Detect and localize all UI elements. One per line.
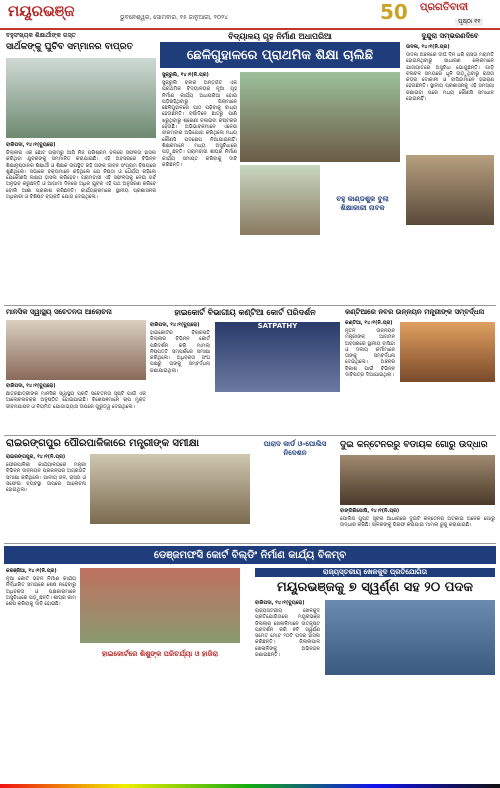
rairangpur-body: ପୌରପାଳିକା କାର୍ଯ୍ୟାଳୟରେ ମନ୍ତ୍ରୀ ବିଭିନ୍ନ ଉନ୍ନୟନ ପ୍ରକଳ୍ପର ଅଗ୍ରଗତି ସମୀକ୍ଷା କରିଥିଲେ। ପାନୀୟ ଜଳ, ରାସ୍ତା ଓ ସଫେଇ ବ୍ୟବସ୍ଥା ଉପରେ ଆଲୋଚନା ହୋଇଥିଲା। <box>6 462 86 494</box>
cattle-body: ପୋଲିସ ଗୁପ୍ତ ସୂଚନା ଆଧାରରେ ଦୁଇଟି କନ୍ଟେନର ଅଟକାଇ ଅନେକ ଗୋରୁ ଉଦ୍ଧାର କରିଛି। ଚାଳକଙ୍କୁ ଗିରଫ କରାଯାଇ ମାମଲା ରୁଜୁ କରାଯାଇଛି। <box>340 516 495 529</box>
court-dateline: ବାରିପଦା, ୧୪।୧(ବ୍ୟୁରୋ) <box>150 322 200 328</box>
court-building-subheadline: ହାଇକୋର୍ଟରେ ଶିଶୁଙ୍କ ପରିଚର୍ଯ୍ୟା ଓ ହାଜିରା <box>101 650 219 658</box>
main-headline: ଛେଳିଗୁହାଳରେ ପ୍ରାଥମିକ ଶିକ୍ଷା ଚାଲିଛି <box>186 47 374 63</box>
cattle-headline: ଦୁଇ କନ୍ଟେନରରୁ ବଡାୟକ ଗୋରୁ ଉଦ୍ଧାର <box>340 440 488 450</box>
date-line: ଭୁବନେଶ୍ୱର, ସୋମବାର, ୧୫ ଜାନୁଆରୀ, ୨୦୨୪ <box>120 14 228 21</box>
court-headline: ହାଇକୋର୍ଟ ବିଭାଗୀୟ କଣ୍ଟିଆ କୋର୍ଟ ପରିଦର୍ଶନ <box>174 308 316 317</box>
cattle-photo <box>340 455 495 505</box>
minister-photo <box>400 322 495 382</box>
court-building-banner <box>4 546 496 564</box>
left-headline: ସାର୍ଥକଙ୍କୁ ଘୁଚିବ ସମ୍ମାନର ବାପ୍ରତ <box>6 42 133 52</box>
main-body: ସୁକ୍ରୁଲି ବ୍ଲକ ଅନ୍ତର୍ଗତ ଏକ ପ୍ରାଥମିକ ବିଦ୍ୟାଳୟର ନୂଆ ଗୃହ ନିର୍ମାଣ କାର୍ଯ୍ୟ ଅଧାପରିଆ ହୋଇ ପଡ଼ିରହିଥିବାରୁ ପିଲାମାନେ ଛେଳିଗୁହାଳରେ ପାଠ ପଢ଼ିବାକୁ ବାଧ୍ୟ ହେଉଛନ୍ତି। ବର୍ଷାଦିନେ ଛାତରୁ ପାଣି ଝରୁଥିବାରୁ ଶ୍ରେଣୀ ଚଳାଇବା କଷ୍ଟକର ହେଉଛି। ଅଭିଭାବକମାନେ ଏନେଇ ବାରମ୍ବାର ଅଭିଯୋଗ କରିଥିଲେ ମଧ୍ୟ କୌଣସି ପଦକ୍ଷେପ ନିଆଯାଇନାହିଁ। ଶିକ୍ଷକମାନେ ମଧ୍ୟ ଅସୁବିଧାରେ ପଡ଼ୁଛନ୍ତି। ଗ୍ରାମବାସୀ ଶୀଘ୍ର ନିର୍ମାଣ କାର୍ଯ୍ୟ ସମାପ୍ତ କରିବାକୁ ଦାବି କରିଛନ୍ତି। <box>162 80 237 168</box>
court-building-photo <box>80 568 240 643</box>
cattle-dateline: ବାଙ୍ଗିରିପୋଷି, ୧୪।୧(ନି.ପ୍ର) <box>340 508 400 514</box>
right-dateline: ଉଦଳା, ୧୪।୧(ନି.ପ୍ର) <box>406 44 450 50</box>
health-body: ଛାତ୍ରଛାତ୍ରୀଙ୍କ ମାନସିକ ସ୍ୱାସ୍ଥ୍ୟ ପ୍ରତି ସଚେତନତା ସୃଷ୍ଟି ପାଇଁ ଏକ ଆଲୋଚନାଚକ୍ର ଅନୁଷ୍ଠିତ ହୋଇଯାଇଛି। ବିଶେଷଜ୍ଞମାନେ ଚାପ ମୁକ୍ତ ଜୀବନଯାପନ ଓ ନିୟମିତ ଯୋଗାଭ୍ୟାସ ଉପରେ ଗୁରୁତ୍ୱ ଦେଇଥିଲେ। <box>6 391 146 410</box>
newspaper-name: ପ୍ରଗତିବାଦୀ <box>420 2 469 13</box>
sports-kicker: ରାଜ୍ୟସ୍ତରୀୟ ଖେଳକୁଦ ପ୍ରତିଯୋଗିତା <box>255 568 495 577</box>
main-dateline: ସୁକ୍ରୁଲି, ୧୪।୧(ନି.ପ୍ର) <box>162 72 209 78</box>
health-headline: ମାନସିକ ସ୍ୱାସ୍ଥ୍ୟ ସଚେତନତା ଆଲୋଚନା <box>6 308 112 316</box>
right-body: ଉଦଳା ଅଞ୍ଚଳରେ ଦୀର୍ଘ ଦିନ ଧରି ରାସ୍ତା ମରାମତି ହୋଇନଥିବାରୁ ସାଧାରଣ ଲୋକମାନେ ଯାତାୟାତରେ ଅସୁବିଧା ଭୋଗୁଛନ୍ତି। ଗାଡ଼ି ଚଳାଚଳ ସମୟରେ ଧୂଳି ଉଡ଼ୁଥିବାରୁ ରାସ୍ତା କଡ଼ର ଦୋକାନୀ ଓ ବାସିନ୍ଦାମାନେ ହଇରାଣ ହେଉଛନ୍ତି। ସ୍ଥାନୀୟ ପ୍ରଶାସନକୁ ଏହି ସମସ୍ୟା ଜଣାଇବା ପରେ ମଧ୍ୟ କୌଣସି ସମାଧାନ ହୋଇନାହିଁ। <box>406 52 494 103</box>
page-number: ପୃଷ୍ଠା ୧୧ <box>455 18 483 26</box>
health-dateline: ବାରିପଦା, ୧୪।୧(ବ୍ୟୁରୋ) <box>6 383 56 389</box>
rairangpur-photo <box>90 454 250 524</box>
minister-headline: କଣ୍ଟିଆରେ ନବର ଉନ୍ନୟନ ମନ୍ତ୍ରୀଙ୍କ ସମ୍ବର୍ଦ୍ଧନା <box>345 308 485 316</box>
health-photo <box>6 320 146 380</box>
color-registration-bar <box>0 784 500 788</box>
left-kicker: ବହୁସଂଖ୍ୟକ ଶିକ୍ଷାର୍ଥୀଙ୍କ ଗସ୍ତ <box>6 32 76 39</box>
court-body: ହାଇକୋର୍ଟର ବିଚାରପତି ଜିଲ୍ଲାର ବିଭିନ୍ନ କୋର୍ଟ ପରିଦର୍ଶନ କରି ମାମଲା ନିଷ୍ପତ୍ତି ସମ୍ପର୍କରେ ସମୀକ୍ଷା କରିଥିଲେ। ଅଧିବକ୍ତା ସଂଘ ପକ୍ଷରୁ ତାଙ୍କୁ ସମ୍ବର୍ଦ୍ଧନା ଜଣାଯାଇଥିଲା। <box>150 330 210 374</box>
court-building-body: ନୂଆ କୋର୍ଟ ଭବନ ନିର୍ମାଣ କାର୍ଯ୍ୟ ନିର୍ଦ୍ଧାରିତ ସମୟରେ ଶେଷ ନହେବାରୁ ଅଧିବକ୍ତା ଓ ପକ୍ଷକାରମାନେ ଅସୁବିଧାରେ ପଡ଼ୁଛନ୍ତି। ଶୀଘ୍ର କାମ ଶେଷ କରିବାକୁ ଦାବି ହୋଇଛି। <box>6 576 76 608</box>
sports-headline: ମୟୂରଭଞ୍ଜକୁ ୭ ସ୍ୱର୍ଣ୍ଣ ସହ ୨୦ ପଦକ <box>277 580 473 595</box>
sports-dateline: ବାରିପଦା, ୧୪।୧(ବ୍ୟୁରୋ) <box>255 600 305 606</box>
banner-text: SATPATHY <box>257 322 298 330</box>
minister-dateline: କଣ୍ଟିଆ, ୧୪।୧(ନି.ପ୍ର) <box>345 320 393 326</box>
section-title: ମୟୂରଭଞ୍ଜ <box>8 2 75 20</box>
police-headline: ପାରାଦ କାର୍ଡ ଓ-ପୋଲିସ ନିଦେଶନ <box>263 440 327 457</box>
rairangpur-dateline: ରାଇରଙ୍ଗପୁର, ୧୪।୧(ନି.ପ୍ର) <box>6 454 66 460</box>
minister-body: ନୂତନ ଉନ୍ନୟନ ମନ୍ତ୍ରୀଙ୍କ ଆଗମନ ଅବସରରେ ସ୍ଥାନୀୟ ବାସିନ୍ଦା ଓ ଦଳୀୟ କର୍ମୀମାନେ ତାଙ୍କୁ ସମ୍ବର୍ଦ୍ଧନା ଦେଇଥିଲେ। ଅଞ୍ଚଳର ବିକାଶ ପାଇଁ ବିଭିନ୍ନ ଦାବିପତ୍ର ଦିଆଯାଇଥିଲା। <box>345 328 395 379</box>
sports-body: ରାଜ୍ୟସ୍ତରୀୟ ଖେଳକୁଦ ପ୍ରତିଯୋଗିତାରେ ମୟୂରଭଞ୍ଜ ଜିଲ୍ଲାର ଖେଳାଳିମାନେ ଉତ୍କୃଷ୍ଟ ପ୍ରଦର୍ଶନ କରି ୭ଟି ସ୍ୱର୍ଣ୍ଣ ସମେତ ମୋଟ ୨୦ଟି ପଦକ ହାସଲ କରିଛନ୍ତି। ଜିଲ୍ଲାପାଳ ଖେଳାଳିଙ୍କୁ ଅଭିନନ୍ଦନ ଜଣାଇଛନ୍ତି। <box>255 608 320 659</box>
left-dateline: ବାରିପଦା, ୧୪।୧(ବ୍ୟୁରୋ) <box>6 142 56 148</box>
anniversary-logo: 50 <box>380 0 408 24</box>
main-headline-banner <box>160 42 400 68</box>
road-photo <box>406 155 494 225</box>
divider <box>4 305 496 306</box>
building-photo <box>240 165 320 235</box>
divider <box>4 435 496 436</box>
main-kicker: ବିଦ୍ୟାଳୟ ଗୃହ ନିର୍ମାଣ ଅଧାପରିଆ <box>228 32 332 41</box>
divider <box>4 543 496 544</box>
left-body: ଜିଲ୍ଲାର ଏକ ଛୋଟ ଗ୍ରାମରୁ ଆସି ନିଜ ପରିଶ୍ରମ ବଳରେ ସଫଳତା ହାସଲ କରିଥିବା ଯୁବକଙ୍କୁ ସମ୍ମାନିତ କରାଯାଇଛି। ଏହି ଅବସରରେ ବିଭିନ୍ନ ଶିକ୍ଷାନୁଷ୍ଠାନର ଶିକ୍ଷାର୍ଥୀ ଓ ଶିକ୍ଷକ ଉପସ୍ଥିତ ରହି ତାଙ୍କ ଜୀବନ ସଂଗ୍ରାମ ବିଷୟରେ ଶୁଣିଥିଲେ। ସଭାରେ ବକ୍ତାମାନେ କହିଥିଲେ ଯେ ନିଷ୍ଠା ଓ ଧୈର୍ଯ୍ୟ ରହିଲେ ଯେକୌଣସି ଲକ୍ଷ୍ୟ ହାସଲ କରିହେବ। ଗ୍ରାମବାସୀ ଏହି ସଫଳତାକୁ ନେଇ ଗର୍ବ ଅନୁଭବ କରୁଛନ୍ତି ଓ ଆଗାମୀ ଦିନରେ ଅଧିକ ଯୁବକ ଏହି ପଥ ଅନୁସରଣ କରିବେ ବୋଲି ଆଶା ପ୍ରକାଶ କରିଛନ୍ତି। କାର୍ଯ୍ୟକ୍ରମରେ ସ୍ଥାନୀୟ ପ୍ରଶାସନର ଅଧିକାରୀ ଓ ବିଶିଷ୍ଟ ବ୍ୟକ୍ତି ଯୋଗ ଦେଇଥିଲେ। <box>6 150 156 201</box>
rairangpur-headline: ରାଇରଙ୍ଗପୁର ପୌରପାଳିକାରେ ମନ୍ତ୍ରୀଙ୍କ ସମୀକ୍ଷା <box>6 438 199 449</box>
court-building-headline: ଡେଞ୍ଜମଫସି କୋର୍ଟ ବିଲ୍ଡିଂ ନିର୍ମାଣ କାର୍ଯ୍ୟ ବିଳମ୍ବ <box>153 549 347 561</box>
right-headline: ଦୁନ୍ଦୁରା ସମ୍ଭରଣଦିବେ <box>421 32 479 40</box>
event-photo <box>6 58 156 138</box>
school-photo <box>240 72 400 162</box>
court-building-dateline: କରଞ୍ଜିଆ, ୧୪।୧(ନି.ପ୍ର) <box>6 568 57 574</box>
court-photo <box>215 322 340 392</box>
main-subheadline: ବହୁ କାଣ୍ଡଶୁକ ବୁଲା ଶିକ୍ଷାକାରୀ ନାବକ <box>336 195 389 212</box>
sports-photo <box>325 600 495 675</box>
